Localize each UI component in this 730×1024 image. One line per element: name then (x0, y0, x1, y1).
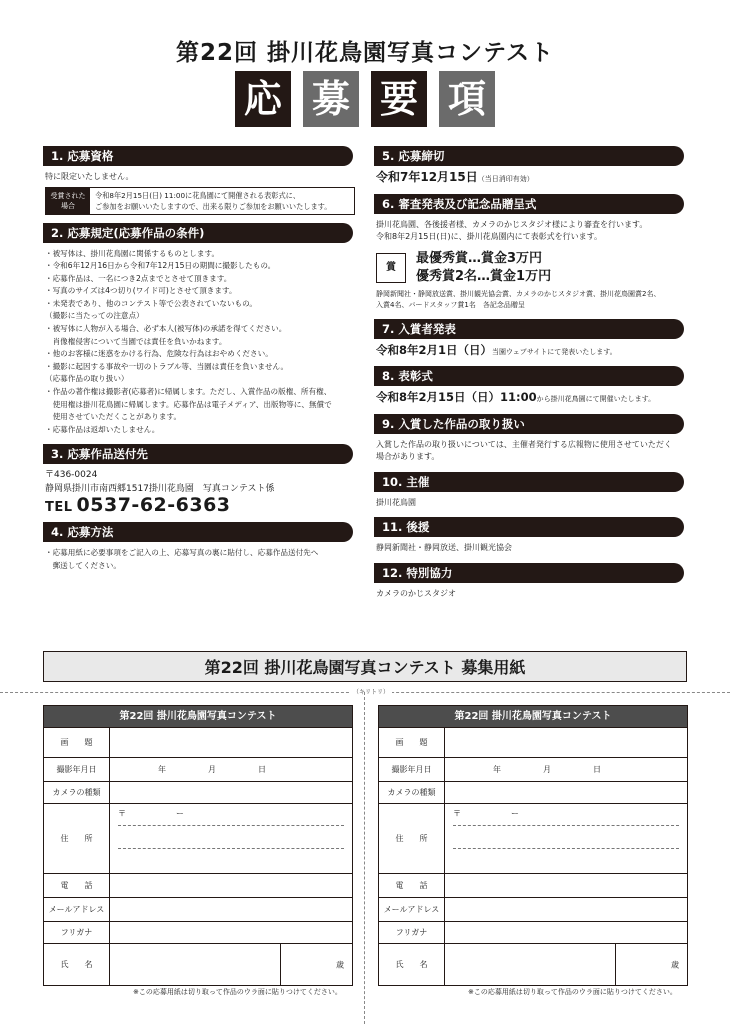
supporters-text: 静岡新聞社・静岡放送、掛川観光協会 (376, 543, 512, 552)
age-unit: 歳 (671, 960, 679, 969)
day-unit: 日 (258, 765, 266, 774)
prize-note-line: 静岡新聞社・静岡放送賞、掛川観光協会賞、カメラのかじスタジオ賞、掛川花鳥園賞2名、 (376, 289, 661, 298)
rule-line: ・撮影に起因する事故や一切のトラブル等、当園は責任を負いません。 (45, 361, 289, 371)
month-unit: 月 (208, 765, 216, 774)
excellence-prize: 優秀賞2名…賞金1万円 (416, 268, 552, 284)
rule-line: （撮影に当たっての注意点） (45, 311, 144, 321)
field-date[interactable] (445, 758, 687, 781)
section-ceremony (374, 366, 684, 406)
section-judging (374, 194, 684, 311)
postal-mark: 〒 (453, 809, 461, 818)
row-camera (44, 781, 352, 803)
organizer-text: 掛川花鳥園 (376, 497, 416, 507)
label-title: 画 題 (379, 728, 445, 757)
row-tel (44, 873, 352, 897)
form-note: ※この応募用紙は切り取って作品のウラ面に貼りつけてください。 (133, 988, 342, 996)
rule-line: ・写真のサイズは4つ切り(ワイド可)とさせて頂きます。 (45, 286, 237, 296)
prize-block (376, 250, 682, 286)
form-note: ※この応募用紙は切り取って作品のウラ面に貼りつけてください。 (468, 988, 677, 996)
section-rules (43, 223, 353, 437)
title-char: 要 (371, 71, 427, 127)
section-special-cooperation (374, 563, 684, 601)
label-furigana: フリガナ (44, 922, 110, 943)
announcement-date (376, 344, 682, 359)
section-heading: 5. 応募締切 (374, 146, 684, 166)
method-line: ・応募用紙に必要事項をご記入の上、応募写真の裏に貼付し、応募作品送付先へ (45, 548, 319, 558)
title-char: 項 (439, 71, 495, 127)
prize-mark: 賞 (376, 253, 406, 283)
label-camera: カメラの種類 (44, 782, 110, 803)
rule-line: 肖像権侵害について当園では責任を負いかねます。 (45, 336, 227, 346)
application-guidelines-title (0, 71, 730, 127)
section-heading: 3. 応募作品送付先 (43, 444, 353, 464)
section-heading: 9. 入賞した作品の取り扱い (374, 414, 684, 434)
row-tel (379, 873, 687, 897)
rule-line: ・令和6年12月16日から令和7年12月15日の期間に撮影したもの。 (45, 261, 276, 271)
row-date (44, 757, 352, 781)
winning-works-line: 入賞した作品の取り扱いについては、主催者発行する広報物に使用させていただく (376, 439, 672, 449)
row-title (44, 727, 352, 757)
label-address: 住 所 (44, 804, 110, 873)
rule-line: ・作品の著作権は撮影者(応募者)に帰属します。ただし、入賞作品の版権、所有権、 (45, 387, 332, 397)
rule-line: 使用させていただくことがあります。 (45, 412, 182, 422)
section-eligibility (43, 146, 353, 215)
award-notice-box (45, 187, 355, 215)
entry-form (43, 705, 353, 986)
section-heading: 10. 主催 (374, 472, 684, 492)
row-camera (379, 781, 687, 803)
form-title: 第22回 掛川花鳥園写真コンテスト (379, 706, 687, 727)
entry-form-heading: 第22回 掛川花鳥園写真コンテスト 募集用紙 (43, 651, 687, 682)
announcement-value: 令和8年2月1日（日） (376, 342, 493, 357)
section-heading: 1. 応募資格 (43, 146, 353, 166)
year-unit: 年 (493, 765, 501, 774)
cut-line-vertical (364, 692, 365, 1024)
judging-line: 掛川花鳥園、各後援者様、カメラのかじスタジオ様により審査を行います。 (376, 219, 648, 229)
field-tel[interactable] (445, 874, 687, 897)
field-camera[interactable] (110, 782, 352, 803)
other-prizes-note (376, 289, 682, 311)
row-address (44, 803, 352, 873)
grand-prize: 最優秀賞…賞金3万円 (416, 250, 543, 266)
row-mail (44, 897, 352, 921)
label-title: 画 題 (44, 728, 110, 757)
rule-line: 使用権は掛川花鳥園に帰属します。応募作品は電子メディア、出版物等に、無償で (45, 399, 332, 409)
postal-mark: 〒 (118, 809, 126, 818)
section-deadline (374, 146, 684, 186)
deadline-date (376, 171, 682, 186)
rule-line: ・被写体に人物が入る場合、必ず本人(被写体)の承諾を得てください。 (45, 324, 287, 334)
section-announcement (374, 319, 684, 359)
ceremony-note: から掛川花鳥園にて開催いたします。 (536, 395, 656, 403)
section-mailing-address (43, 444, 353, 514)
label-address: 住 所 (379, 804, 445, 873)
label-tel: 電 話 (379, 874, 445, 897)
award-label-line: 場合 (61, 201, 75, 210)
field-tel[interactable] (110, 874, 352, 897)
method-line: 郵送してください。 (45, 561, 121, 570)
section-heading: 8. 表彰式 (374, 366, 684, 386)
section-organizer (374, 472, 684, 510)
title-char: 応 (235, 71, 291, 127)
award-text-line: 令和8年2月15日(日) 11:00に花鳥園にて開催される表彰式に、 (95, 190, 301, 200)
field-title[interactable] (110, 728, 352, 757)
field-mail[interactable] (110, 898, 352, 921)
row-address (379, 803, 687, 873)
age-unit: 歳 (336, 960, 344, 969)
field-camera[interactable] (445, 782, 687, 803)
field-name[interactable] (445, 944, 687, 985)
field-name[interactable] (110, 944, 352, 985)
field-age[interactable] (280, 944, 352, 985)
label-mail: メールアドレス (379, 898, 445, 921)
rule-line: （応募作品の取り扱い） (45, 374, 129, 384)
label-tel: 電 話 (44, 874, 110, 897)
field-furigana[interactable] (445, 922, 687, 943)
cooperation-text: カメラのかじスタジオ (376, 588, 456, 598)
section-winning-works (374, 414, 684, 464)
contest-title: 第22回 掛川花鳥園写真コンテスト (175, 40, 555, 66)
form-title: 第22回 掛川花鳥園写真コンテスト (44, 706, 352, 727)
postal-dash: ー (176, 809, 184, 818)
field-title[interactable] (445, 728, 687, 757)
label-name: 氏 名 (44, 944, 110, 985)
award-text-line: ご参加をお願いいたしますので、出来る限りご参加をお願いいたします。 (95, 201, 332, 211)
award-notice-text (90, 188, 336, 214)
deadline-value: 令和7年12月15日 (376, 170, 478, 184)
rule-line: ・応募作品は、一名につき2点までとさせて頂きます。 (45, 273, 232, 283)
field-date[interactable] (110, 758, 352, 781)
row-title (379, 727, 687, 757)
row-furigana (379, 921, 687, 943)
entry-form (378, 705, 688, 986)
month-unit: 月 (543, 765, 551, 774)
judging-line: 令和8年2月15日(日)に、掛川花鳥園内にて表彰式を行います。 (376, 232, 602, 241)
row-date (379, 757, 687, 781)
section-heading: 12. 特別協力 (374, 563, 684, 583)
rules-list (43, 243, 353, 437)
award-label-line: 受賞された (50, 191, 86, 200)
section-heading: 11. 後援 (374, 517, 684, 537)
row-furigana (44, 921, 352, 943)
announcement-note: 当園ウェブサイトにて発表いたします。 (492, 347, 617, 356)
field-address[interactable] (110, 804, 352, 873)
ceremony-value: 令和8年2月15日（日）11:00 (376, 390, 537, 404)
title-char: 募 (303, 71, 359, 127)
section-supporters (374, 517, 684, 555)
label-name: 氏 名 (379, 944, 445, 985)
section-heading: 2. 応募規定(応募作品の条件) (43, 223, 353, 243)
row-mail (379, 897, 687, 921)
deadline-note: （当日消印有効） (477, 175, 534, 183)
label-date: 撮影年月日 (379, 758, 445, 781)
field-address[interactable] (445, 804, 687, 873)
section-heading: 7. 入賞者発表 (374, 319, 684, 339)
rule-line: ・他のお客様に迷惑をかける行為、危険な行為はおやめください。 (45, 349, 273, 359)
rule-line: ・被写体は、掛川花鳥園に関係するものとします。 (45, 248, 220, 258)
postal-code: 〒436-0024 (45, 470, 98, 481)
row-name (379, 943, 687, 985)
label-camera: カメラの種類 (379, 782, 445, 803)
field-furigana[interactable] (110, 922, 352, 943)
field-mail[interactable] (445, 898, 687, 921)
postal-dash: ー (511, 809, 519, 818)
section-heading: 4. 応募方法 (43, 522, 353, 542)
phone-number (45, 493, 351, 516)
row-name (44, 943, 352, 985)
ceremony-date (376, 391, 682, 406)
label-mail: メールアドレス (44, 898, 110, 921)
label-date: 撮影年月日 (44, 758, 110, 781)
tel-value: 0537-62-6363 (76, 493, 231, 516)
field-age[interactable] (615, 944, 687, 985)
tel-label: TEL (45, 499, 73, 515)
section-heading: 6. 審査発表及び記念品贈呈式 (374, 194, 684, 214)
winning-works-line: 場合があります。 (376, 452, 440, 461)
cut-label: （キリトリ） (350, 687, 392, 696)
prize-note-line: 入賞4名、バードスタッフ賞1名 各記念品贈呈 (376, 300, 525, 309)
label-furigana: フリガナ (379, 922, 445, 943)
rule-line: ・応募作品は返却いたしません。 (45, 424, 160, 434)
eligibility-text: 特に限定いたしません。 (45, 172, 134, 181)
right-column (374, 146, 684, 608)
section-how-to-apply (43, 522, 353, 572)
left-column (43, 146, 353, 581)
rule-line: ・未発表であり、他のコンテスト等で公表されていないもの。 (45, 298, 258, 308)
award-notice-label (46, 188, 90, 214)
year-unit: 年 (158, 765, 166, 774)
mailing-address: 静岡県掛川市南西郷1517掛川花鳥園 写真コンテスト係 (45, 483, 275, 494)
day-unit: 日 (593, 765, 601, 774)
